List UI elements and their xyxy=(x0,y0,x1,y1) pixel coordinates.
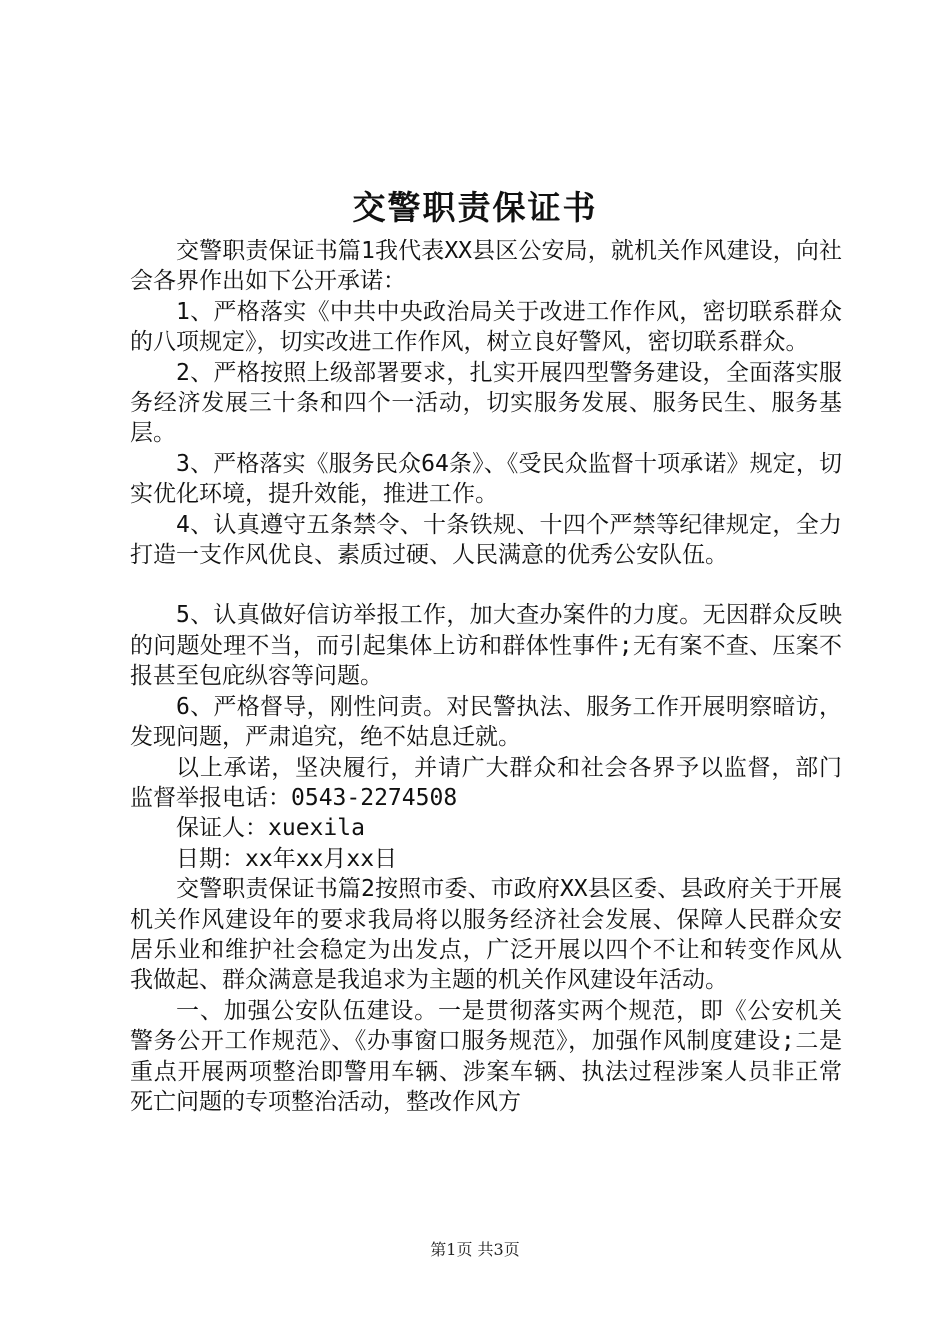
paragraph-intro: 交警职责保证书篇1我代表XX县区公安局，就机关作风建设，向社会各界作出如下公开承诺： xyxy=(130,238,842,295)
paragraph-part2-section-1: 一、加强公安队伍建设。一是贯彻落实两个规范，即《公安机关警务公开工作规范》、《办事窗口服务规范》，加强作风制度建设;二是重点开展两项整治即警用车辆、涉案车辆、执法过程涉案人员非正常死亡问题的专项整治活动，整改作风方 xyxy=(130,997,842,1115)
paragraph-item-3: 3、严格落实《服务民众64条》、《受民众监督十项承诺》规定，切实优化环境，提升效能，推进工作。 xyxy=(130,450,842,508)
paragraph-item-1: 1、严格落实《中共中央政治局关于改进工作作风，密切联系群众的八项规定》，切实改进工作作风，树立良好警风，密切联系群众。 xyxy=(130,298,842,356)
paragraph-commitment: 以上承诺，坚决履行，并请广大群众和社会各界予以监督，部门监督举报电话：0543-2274508 xyxy=(130,754,842,811)
paragraph-item-6: 6、严格督导，刚性问责。对民警执法、服务工作开展明察暗访，发现问题，严肃追究，绝不姑息迁就。 xyxy=(130,693,842,751)
paragraph-item-5: 5、认真做好信访举报工作，加大查办案件的力度。无因群众反映的问题处理不当，而引起集体上访和群体性事件;无有案不查、压案不报甚至包庇纵容等问题。 xyxy=(130,602,842,690)
paragraph-guarantor: 保证人：xuexila xyxy=(176,815,365,842)
paragraph-item-4: 4、认真遵守五条禁令、十条铁规、十四个严禁等纪律规定，全力打造一支作风优良、素质过硬、人民满意的优秀公安队伍。 xyxy=(130,511,842,569)
document-title: 交警职责保证书 xyxy=(352,188,598,227)
paragraph-date: 日期：xx年xx月xx日 xyxy=(176,845,398,872)
paragraph-item-2: 2、严格按照上级部署要求，扎实开展四型警务建设，全面落实服务经济发展三十条和四个一活动，切实服务发展、服务民生、服务基层。 xyxy=(130,359,842,447)
document-body xyxy=(130,236,842,1117)
paragraph-part2-intro: 交警职责保证书篇2按照市委、市政府XX县区委、县政府关于开展机关作风建设年的要求我局将以服务经济社会发展、保障人民群众安居乐业和维护社会稳定为出发点，广泛开展以四个不让和转变作风从我做起、群众满意是我追求为主题的机关作风建设年活动。 xyxy=(130,876,842,994)
page-footer: 第1页 共3页 xyxy=(430,1240,520,1259)
